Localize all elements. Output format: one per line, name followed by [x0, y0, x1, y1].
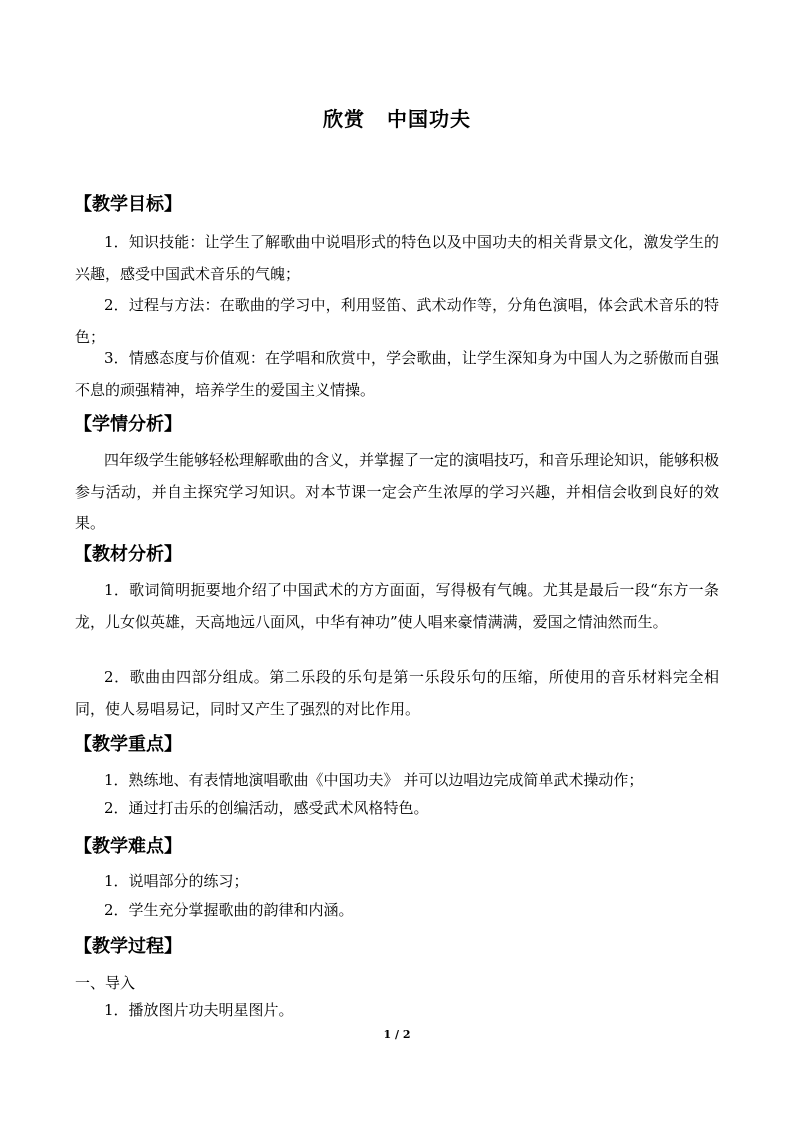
difficulty-item: 1．说唱部分的练习； — [104, 872, 249, 890]
page-title — [0, 103, 794, 132]
process-subheading: 一、导入 — [75, 974, 136, 992]
material-analysis-item: 1．歌词简明扼要地介绍了中国武术的方方面面，写得极有气魄。尤其是最后一段“东方一条龙，儿女似英雄，天高地远八面风，中华有神功”使人唱来豪情满满，爱国之情油然而生。 — [75, 581, 719, 631]
heading-process: 【教学过程】 — [74, 936, 182, 957]
difficulty-item: 2．学生充分掌握歌曲的韵律和内涵。 — [104, 901, 354, 919]
objective-item: 3．情感态度与价值观：在学唱和欣赏中，学会歌曲，让学生深知身为中国人为之骄傲而自强不息的顽强精神，培养学生的爱国主义情操。 — [75, 349, 719, 399]
heading-objectives: 【教学目标】 — [74, 194, 182, 215]
process-item: 1．播放图片功夫明星图片。 — [104, 1001, 294, 1019]
objective-item: 1．知识技能：让学生了解歌曲中说唱形式的特色以及中国功夫的相关背景文化，激发学生的兴趣，感受中国武术音乐的气魄； — [75, 233, 719, 283]
title-part-2: 中国功夫 — [387, 107, 471, 131]
key-point-item: 2．通过打击乐的创编活动，感受武术风格特色。 — [104, 799, 429, 817]
learner-analysis-text: 四年级学生能够轻松理解歌曲的含义，并掌握了一定的演唱技巧，和音乐理论知识，能够积极参与活动，并自主探究学习知识。对本节课一定会产生浓厚的学习兴趣，并相信会收到良好的效果。 — [75, 451, 720, 532]
key-point-item: 1．熟练地、有表情地演唱歌曲《中国功夫》 并可以边唱边完成简单武术操动作； — [104, 771, 644, 789]
heading-material-analysis: 【教材分析】 — [74, 544, 182, 565]
title-part-1: 欣赏 — [323, 107, 365, 131]
heading-learner-analysis: 【学情分析】 — [74, 414, 182, 435]
heading-difficulties: 【教学难点】 — [74, 836, 182, 857]
objective-item: 2．过程与方法：在歌曲的学习中，利用竖笛、武术动作等，分角色演唱，体会武术音乐的特色； — [75, 296, 719, 346]
material-analysis-item: 2．歌曲由四部分组成。第二乐段的乐句是第一乐段乐句的压缩，所使用的音乐材料完全相同，使人易唱易记，同时又产生了强烈的对比作用。 — [75, 668, 719, 718]
page-number: 1 / 2 — [383, 1028, 411, 1041]
heading-key-points: 【教学重点】 — [74, 734, 182, 755]
